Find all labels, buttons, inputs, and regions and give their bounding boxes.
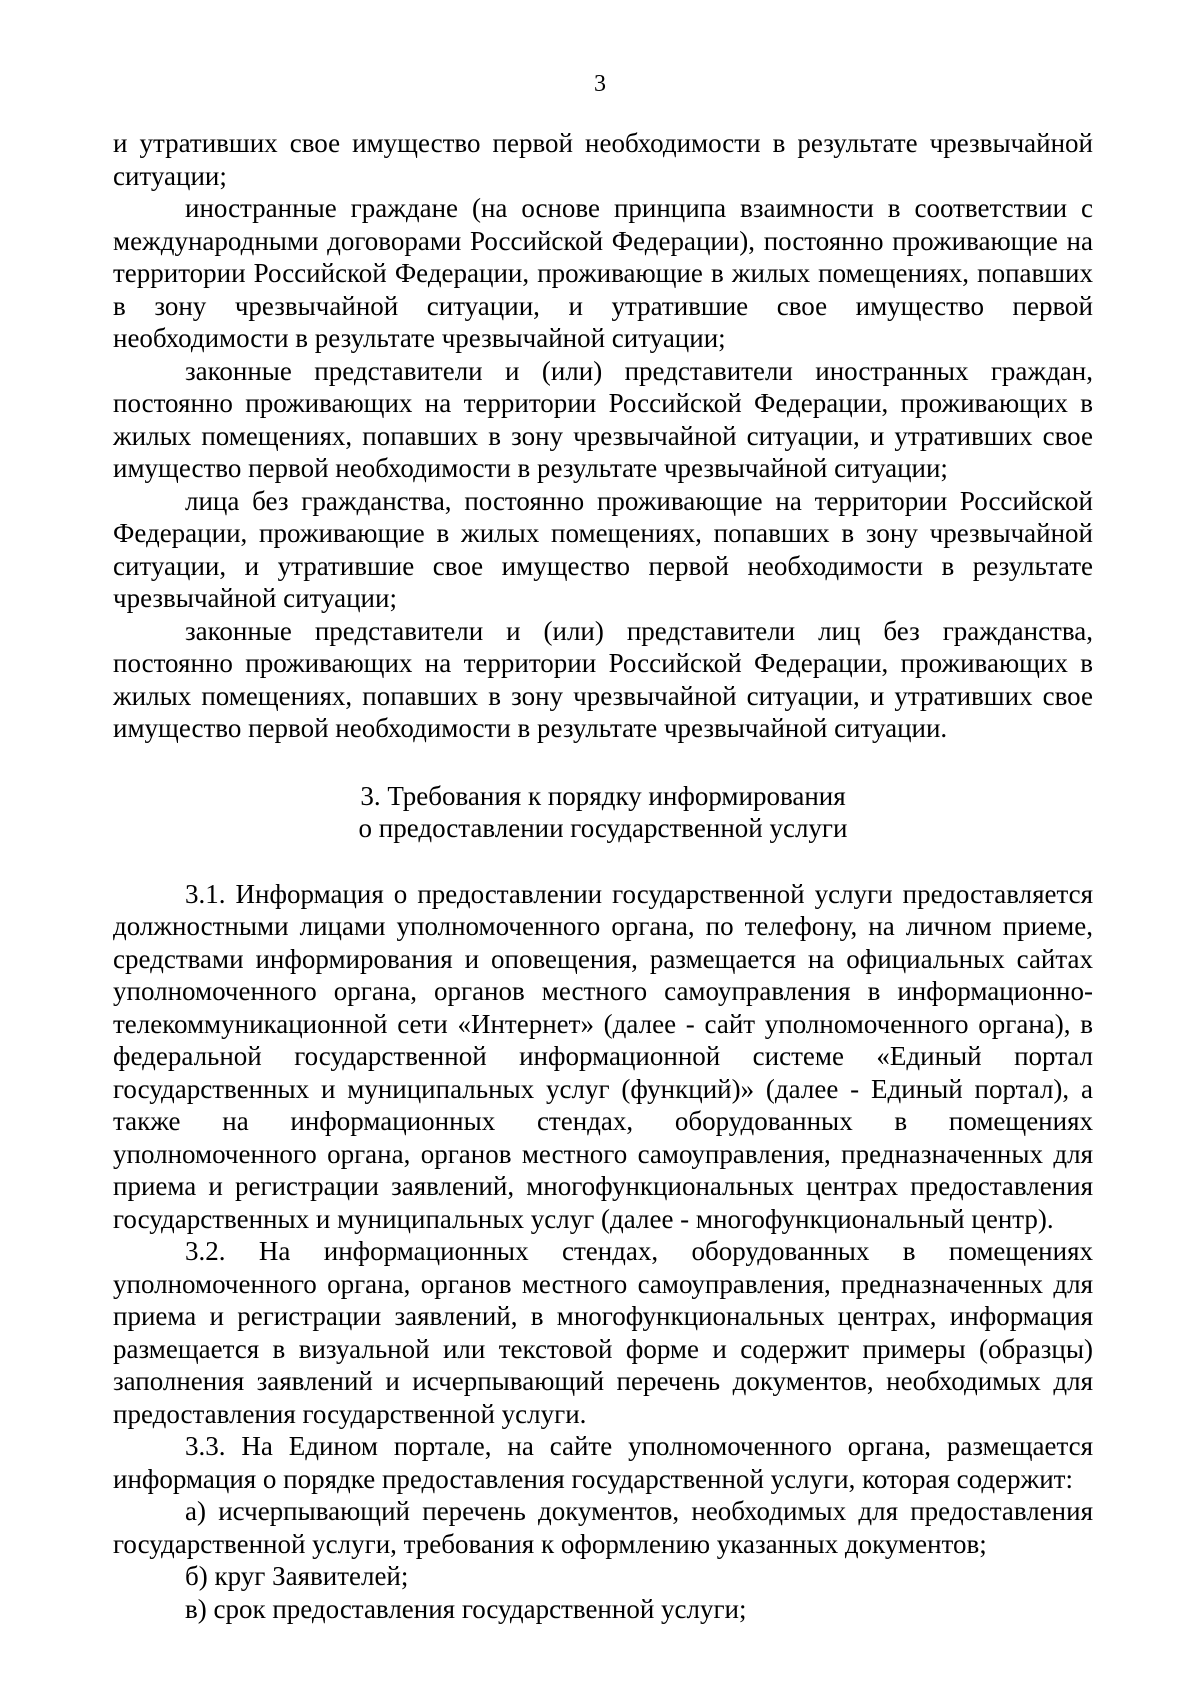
paragraph: законные представители и (или) представители иностранных граждан, постоянно проживающих на территории Российской Федерации, проживающих в жилых помещениях, попавших в зону чрезвычайной ситуации, и утративших свое имущество первой необходимости в результате чрезвычайной ситуации; [113,355,1093,483]
document-body [113,127,1093,1625]
list-item: б) круг Заявителей; [185,1561,409,1591]
section-heading-line: 3. Требования к порядку информирования [360,780,846,811]
paragraph: и утративших свое имущество первой необходимости в результате чрезвычайной ситуации; [113,128,1093,191]
paragraph: 3.2. На информационных стендах, оборудованных в помещениях уполномоченного органа, органов местного самоуправления, предназначенных для приема и регистрации заявлений, в многофункциональных центрах, информация размещается в визуальной или текстовой форме и содержит примеры (образцы) заполнения заявлений и исчерпывающий перечень документов, необходимых для предоставления государственной услуги. [113,1236,1093,1429]
list-item: в) срок предоставления государственной услуги; [185,1593,747,1624]
paragraph: иностранные граждане (на основе принципа взаимности в соответствии с международными договорами Российской Федерации), постоянно проживающие на территории Российской Федерации, проживающие в жилых помещениях, попавших в зону чрезвычайной ситуации, и утратившие свое имущество первой необходимости в результате чрезвычайной ситуации; [113,193,1093,353]
page-number: 3 [594,71,606,97]
paragraph: 3.3. На Едином портале, на сайте уполномоченного органа, размещается информация о порядке предоставления государственной услуги, которая содержит: [113,1431,1093,1494]
paragraph: лица без гражданства, постоянно проживающие на территории Российской Федерации, проживающие в жилых помещениях, попавших в зону чрезвычайной ситуации, и утратившие свое имущество первой необходимости в результате чрезвычайной ситуации; [113,485,1093,613]
paragraph: 3.1. Информация о предоставлении государственной услуги предоставляется должностными лицами уполномоченного органа, по телефону, на личном приеме, средствами информирования и оповещения, размещается на официальных сайтах уполномоченного органа, органов местного самоуправления в информационно-телекоммуникационной сети «Интернет» (далее - сайт уполномоченного органа), в федеральной государственной информационной системе «Единый портал государственных и муниципальных услуг (функций)» (далее - Единый портал), а также на информационных стендах, оборудованных в помещениях уполномоченного органа, органов местного самоуправления, предназначенных для приема и регистрации заявлений, многофункциональных центрах предоставления государственных и муниципальных услуг (далее - многофункциональный центр). [113,878,1093,1234]
paragraph: законные представители и (или) представители лиц без гражданства, постоянно проживающих на территории Российской Федерации, проживающих в жилых помещениях, попавших в зону чрезвычайной ситуации, и утративших свое имущество первой необходимости в результате чрезвычайной ситуации. [113,615,1093,743]
section-heading-line: о предоставлении государственной услуги [358,813,848,843]
section-heading [113,780,1093,845]
list-item: а) исчерпывающий перечень документов, необходимых для предоставления государственной услуги, требования к оформлению указанных документов; [113,1496,1093,1559]
